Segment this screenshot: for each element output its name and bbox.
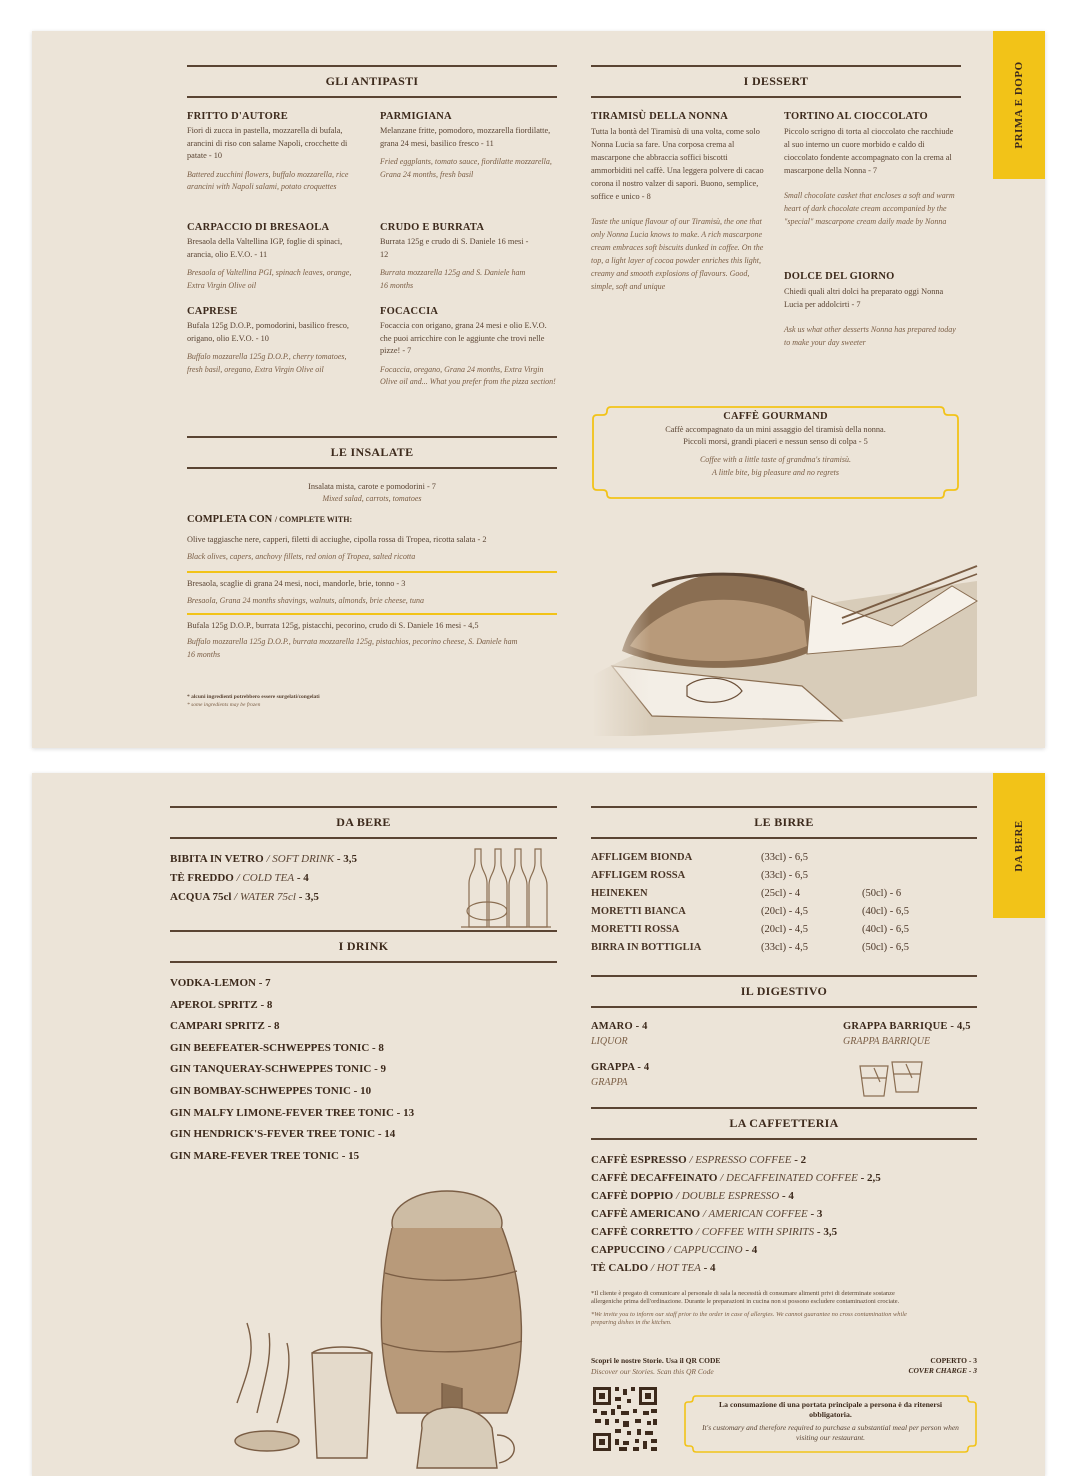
dish-description: Burrata 125g e crudo di S. Daniele 16 mesi - 12 <box>380 237 529 259</box>
coffee-price: - 2,5 <box>860 1172 881 1184</box>
gourmand-it-line1: Caffè accompagnato da un mini assaggio del tiramisù della nonna. <box>665 425 886 434</box>
dish-name: PARMIGIANA <box>380 111 452 122</box>
coffee-translation: / DECAFFEINATED COFFEE <box>720 1172 858 1184</box>
cocktail-item: APEROL SPRITZ - 8 <box>170 998 273 1011</box>
qr-caption-en: Discover our Stories. Scan this QR Code <box>591 1367 714 1376</box>
salad-option <box>187 535 557 561</box>
dish-name: CRUDO E BURRATA <box>380 222 485 233</box>
completa-con-label: COMPLETA CON <box>187 514 273 525</box>
dish-description: Bresaola della Valtellina IGP, foglie di spinaci, arancia, olio E.V.O. - 11 <box>187 237 343 259</box>
grappa-item <box>591 1062 741 1088</box>
cover-charge <box>847 1356 977 1375</box>
drink-translation: / WATER 75cl <box>234 891 296 903</box>
coffee-name: CAFFÈ CORRETTO <box>591 1226 694 1238</box>
beer-row <box>591 906 977 924</box>
antipasti-header <box>187 65 557 98</box>
coffee-name: CAFFÈ AMERICANO <box>591 1208 701 1220</box>
drink-item <box>170 888 470 907</box>
gold-divider <box>187 613 557 615</box>
drink-price: - 3,5 <box>298 891 319 903</box>
coffee-name: TÈ CALDO <box>591 1262 649 1274</box>
drink-title: I DRINK <box>338 939 389 953</box>
coffee-name: CAFFÈ ESPRESSO <box>591 1154 687 1166</box>
drink-item <box>170 869 470 888</box>
drink-price: - 3,5 <box>336 853 358 865</box>
bottles-illustration <box>457 843 552 931</box>
dish-translation: Taste the unique flavour of our Tiramisù, the one that only Nonna Lucia knows to make. A rich mascarpone cream embraces soft biscuits dunked in coffee. On the top, a light layer of cocoa powder enriches this light, creamy and smooth explosions of flavours. Good, simple, soft and unique <box>591 217 764 291</box>
soft-drinks-list <box>170 850 470 907</box>
dish-fritto <box>187 111 357 194</box>
coffee-price: - 3 <box>810 1208 823 1220</box>
coffee-name: CAFFÈ DOPPIO <box>591 1190 674 1202</box>
dish-carpaccio <box>187 222 362 292</box>
coffee-translation: / DOUBLE ESPRESSO <box>675 1190 780 1202</box>
beer-name: HEINEKEN <box>591 888 648 899</box>
beer-row <box>591 924 977 942</box>
menu-page-drinks <box>32 773 1045 1476</box>
gourmand-en-line2: A little bite, big pleasure and no regrets <box>712 468 839 477</box>
qr-code-icon[interactable] <box>591 1385 659 1453</box>
insalata-base-en: Mixed salad, carrots, tomatoes <box>322 494 422 503</box>
dish-tiramisu <box>591 111 769 293</box>
dessert-title: I DESSERT <box>743 74 809 88</box>
cocktail-item: GIN BOMBAY-SCHWEPPES TONIC - 10 <box>170 1084 372 1097</box>
coffee-list <box>591 1151 977 1277</box>
coffee-price: - 4 <box>781 1190 794 1202</box>
beer-name: MORETTI BIANCA <box>591 906 686 917</box>
barrique-item <box>843 1021 983 1047</box>
cocktail-item: CAMPARI SPRITZ - 8 <box>170 1020 280 1033</box>
dish-focaccia <box>380 306 556 389</box>
drink-translation: / COLD TEA <box>236 872 295 884</box>
gold-divider <box>187 571 557 573</box>
beer-price-large: (40cl) - 6,5 <box>862 906 909 917</box>
dish-dolce-giorno <box>784 271 960 349</box>
beer-price-small: (33cl) - 6,5 <box>761 852 808 863</box>
dish-description: Tutta la bontà del Tiramisù di una volta, come solo Nonna Lucia sa fare. Una corposa crema al mascarpone che abbraccia soffici biscotti ammorbiditi nel caffè. Una leggera polvere di cacao corona il nostro valzer di sapori. Buono, semplice, soffice e unico - 8 <box>591 127 764 201</box>
frozen-note <box>187 693 487 709</box>
salad-option-en: Black olives, capers, anchovy fillets, red onion of Tropea, salted ricotta <box>187 552 416 561</box>
salad-option <box>187 579 557 605</box>
shot-glasses-illustration <box>854 1056 934 1101</box>
coffee-translation: / ESPRESSO COFFEE <box>689 1154 792 1166</box>
beer-name: AFFLIGEM BIONDA <box>591 852 693 863</box>
beer-price-large: (50cl) - 6 <box>862 888 902 899</box>
beer-name: BIRRA IN BOTTIGLIA <box>591 942 702 953</box>
beer-price-small: (33cl) - 6,5 <box>761 870 808 881</box>
antipasti-title: GLI ANTIPASTI <box>325 74 419 88</box>
beer-row <box>591 888 977 906</box>
dish-translation: Small chocolate casket that encloses a soft and warm heart of dark chocolate cream accompanied by the "special" mascarpone cream daily made by Nonna <box>784 191 955 226</box>
grappa-translation: GRAPPA <box>591 1077 628 1088</box>
section-tab-label: PRIMA E DOPO <box>1013 61 1025 149</box>
coffee-name: CAPPUCCINO <box>591 1244 665 1256</box>
digestivo-title: IL DIGESTIVO <box>740 984 828 998</box>
section-tab-label: DA BERE <box>1013 819 1025 872</box>
gourmand-title: CAFFÈ GOURMAND <box>723 411 828 422</box>
birre-header <box>591 806 977 839</box>
section-tab-da-bere[interactable] <box>993 773 1045 918</box>
dish-translation: Buffalo mozzarella 125g D.O.P., cherry tomatoes, fresh basil, oregano, Extra Virgin Olive oil <box>187 352 347 374</box>
coffee-translation: / HOT TEA <box>650 1262 701 1274</box>
dish-description: Focaccia con origano, grana 24 mesi e olio E.V.O. che puoi arricchire con le aggiunte che trovi nelle pizze! - 7 <box>380 321 547 355</box>
beer-name: AFFLIGEM ROSSA <box>591 870 686 881</box>
cocktail-list <box>170 973 530 1167</box>
barrique-name: GRAPPA BARRIQUE - 4,5 <box>843 1021 971 1032</box>
tiramisu-illustration <box>592 546 982 741</box>
dish-name: TIRAMISÙ DELLA NONNA <box>591 111 729 122</box>
coffee-item <box>591 1241 977 1259</box>
beer-price-large: (40cl) - 6,5 <box>862 924 909 935</box>
dish-name: FRITTO D'AUTORE <box>187 111 288 122</box>
allergen-note <box>591 1290 921 1326</box>
salad-option <box>187 621 557 661</box>
cocktail-item: GIN MALFY LIMONE-FEVER TREE TONIC - 13 <box>170 1106 415 1119</box>
insalate-title: LE INSALATE <box>330 445 414 459</box>
cocktail-item: GIN TANQUERAY-SCHWEPPES TONIC - 9 <box>170 1063 386 1076</box>
drink-price: - 4 <box>296 872 309 884</box>
salad-option-it: Olive taggiasche nere, capperi, filetti di acciughe, cipolla rossa di Tropea, ricotta salata - 2 <box>187 535 487 544</box>
dish-description: Piccolo scrigno di torta al cioccolato che racchiude al suo interno un cuore morbido e caldo di cioccolato fondente accompagnato con la crema al mascarpone della Nonna - 7 <box>784 127 954 175</box>
dish-name: FOCACCIA <box>380 306 439 317</box>
dessert-header <box>591 65 961 98</box>
coffee-price: - 2 <box>794 1154 807 1166</box>
dish-translation: Ask us what other desserts Nonna has prepared today to make your day sweeter <box>784 325 956 347</box>
dish-name: CARPACCIO DI BRESAOLA <box>187 222 330 233</box>
dish-description: Bufala 125g D.O.P., pomodorini, basilico fresco, origano, olio E.V.O. - 10 <box>187 321 349 343</box>
dish-description: Melanzane fritte, pomodoro, mozzarella fiordilatte, grana 24 mesi, basilico fresco - 11 <box>380 126 551 148</box>
dish-name: TORTINO AL CIOCCOLATO <box>784 111 928 122</box>
coffee-price: - 4 <box>745 1244 758 1256</box>
cocktail-item: GIN BEEFEATER-SCHWEPPES TONIC - 8 <box>170 1041 384 1054</box>
cocktail-item: VODKA-LEMON - 7 <box>170 977 271 989</box>
dish-translation: Battered zucchini flowers, buffalo mozzarella, rice arancini with Napoli salami, potato croquettes <box>187 169 349 191</box>
digestivo-header <box>591 975 977 1008</box>
dish-description: Chiedi quali altri dolci ha preparato oggi Nonna Lucia per addolcirti - 7 <box>784 287 944 309</box>
section-tab-prima-e-dopo[interactable] <box>993 31 1045 179</box>
dish-crudo-burrata <box>380 222 530 292</box>
insalata-base-it: Insalata mista, carote e pomodorini - 7 <box>308 482 436 491</box>
frozen-note-it: * alcuni ingredienti potrebbero essere surgelati/congelati <box>187 694 320 700</box>
drink-translation: / SOFT DRINK <box>266 853 335 865</box>
drink-item <box>170 850 470 869</box>
complete-with-label: / COMPLETE WITH: <box>274 515 353 524</box>
caffetteria-title: LA CAFFETTERIA <box>729 1116 839 1130</box>
coffee-item <box>591 1187 977 1205</box>
gourmand-box <box>589 411 962 479</box>
beer-row <box>591 852 977 870</box>
amaro-name: AMARO - 4 <box>591 1021 648 1032</box>
coffee-name: CAFFÈ DECAFFEINATO <box>591 1172 718 1184</box>
insalata-base <box>187 481 557 505</box>
dish-name: CAPRESE <box>187 306 238 317</box>
dish-description: Fiori di zucca in pastella, mozzarella di bufala, arancini di riso con salame Napoli, crocchette di patate - 10 <box>187 126 348 160</box>
coffee-translation: / AMERICAN COFFEE <box>702 1208 808 1220</box>
amaro-translation: LIQUOR <box>591 1036 628 1047</box>
menu-page-food <box>32 31 1045 748</box>
coffee-item <box>591 1223 977 1241</box>
coffee-price: - 4 <box>703 1262 716 1274</box>
dish-translation: Bresaola of Valtellina PGI, spinach leaves, orange, Extra Virgin Olive oil <box>187 268 352 290</box>
beer-table <box>591 852 977 960</box>
qr-caption <box>591 1356 791 1376</box>
coffee-item <box>591 1205 977 1223</box>
coffee-item <box>591 1151 977 1169</box>
da-bere-header <box>170 806 557 839</box>
qr-caption-it: Scopri le nostre Storie. Usa il QR CODE <box>591 1356 721 1365</box>
beer-row <box>591 870 977 888</box>
insalate-header <box>187 436 557 469</box>
beer-price-small: (20cl) - 4,5 <box>761 924 808 935</box>
da-bere-title: DA BERE <box>336 815 391 829</box>
frozen-note-en: * some ingredients may be frozen <box>187 702 261 708</box>
beer-price-large: (50cl) - 6,5 <box>862 942 909 953</box>
dish-caprese <box>187 306 352 376</box>
beer-price-small: (20cl) - 4,5 <box>761 906 808 917</box>
barrel-beer-illustration <box>217 1173 557 1473</box>
salad-option-en: Bresaola, Grana 24 months shavings, walnuts, almonds, brie cheese, tuna <box>187 596 425 605</box>
mandatory-note-en: It's customary and therefore required to purchase a substantial meal per person when visiting our restaurant. <box>702 1423 959 1442</box>
completa-con-heading <box>187 514 557 525</box>
beer-name: MORETTI ROSSA <box>591 924 680 935</box>
gourmand-en-line1: Coffee with a little taste of grandma's tiramisù. <box>699 455 852 464</box>
allergen-note-it: *Il cliente è pregato di comunicare al personale di sala la necessità di consumare alimenti privi di determinate sostanze allergeniche prima dell'ordinazione. Durante le preparazioni in cucina non si possono escludere contaminazioni crociate. <box>591 1290 900 1305</box>
birre-title: LE BIRRE <box>754 815 814 829</box>
coffee-translation: / COFFEE WITH SPIRITS <box>695 1226 815 1238</box>
grappa-name: GRAPPA - 4 <box>591 1062 650 1073</box>
salad-option-en: Buffalo mozzarella 125g D.O.P., burrata mozzarella 125g, pistachios, pecorino cheese, S. Daniele ham 16 months <box>187 637 518 659</box>
coperto-label: COPERTO - 3 <box>930 1356 977 1365</box>
dish-translation: Fried eggplants, tomato sauce, fiordilatte mozzarella, Grana 24 months, fresh basil <box>380 157 552 179</box>
mandatory-note-it: La consumazione di una portata principale a persona è da ritenersi obbligatoria. <box>718 1400 943 1419</box>
dish-parmigiana <box>380 111 555 181</box>
cover-charge-label: COVER CHARGE - 3 <box>908 1366 977 1375</box>
drink-name: ACQUA 75cl <box>170 891 232 903</box>
salad-option-it: Bresaola, scaglie di grana 24 mesi, noci, mandorle, brie, tonno - 3 <box>187 579 406 588</box>
coffee-item <box>591 1259 977 1277</box>
cocktail-item: GIN MARE-FEVER TREE TONIC - 15 <box>170 1149 360 1162</box>
coffee-price: - 3,5 <box>816 1226 838 1238</box>
drink-name: TÈ FREDDO <box>170 872 234 884</box>
dish-name: DOLCE DEL GIORNO <box>784 271 895 282</box>
allergen-note-en: *We invite you to inform our staff prior to the order in case of allergies. We cannot guarantee no cross contamination while preparing dishes in the kitchen. <box>591 1311 907 1326</box>
cocktail-item: GIN HENDRICK'S-FEVER TREE TONIC - 14 <box>170 1128 396 1141</box>
drink-name: BIBITA IN VETRO <box>170 853 264 865</box>
coffee-translation: / CAPPUCCINO <box>667 1244 743 1256</box>
beer-price-small: (33cl) - 4,5 <box>761 942 808 953</box>
beer-price-small: (25cl) - 4 <box>761 888 801 899</box>
dish-translation: Focaccia, oregano, Grana 24 months, Extra Virgin Olive oil and... What you prefer from the pizza section! <box>380 364 556 386</box>
mandatory-note <box>702 1400 959 1442</box>
amaro-item <box>591 1021 741 1047</box>
salad-option-it: Bufala 125g D.O.P., burrata 125g, pistacchi, pecorino, crudo di S. Daniele 16 mesi - 4,5 <box>187 621 479 630</box>
coffee-item <box>591 1169 977 1187</box>
barrique-translation: GRAPPA BARRIQUE <box>843 1036 931 1047</box>
beer-row <box>591 942 977 960</box>
dish-tortino <box>784 111 960 228</box>
drink-header <box>170 930 557 963</box>
gourmand-it-line2: Piccoli morsi, grandi piaceri e nessun senso di colpa - 5 <box>683 437 868 446</box>
caffetteria-header <box>591 1107 977 1140</box>
dish-translation: Burrata mozzarella 125g and S. Daniele ham 16 months <box>380 268 526 290</box>
